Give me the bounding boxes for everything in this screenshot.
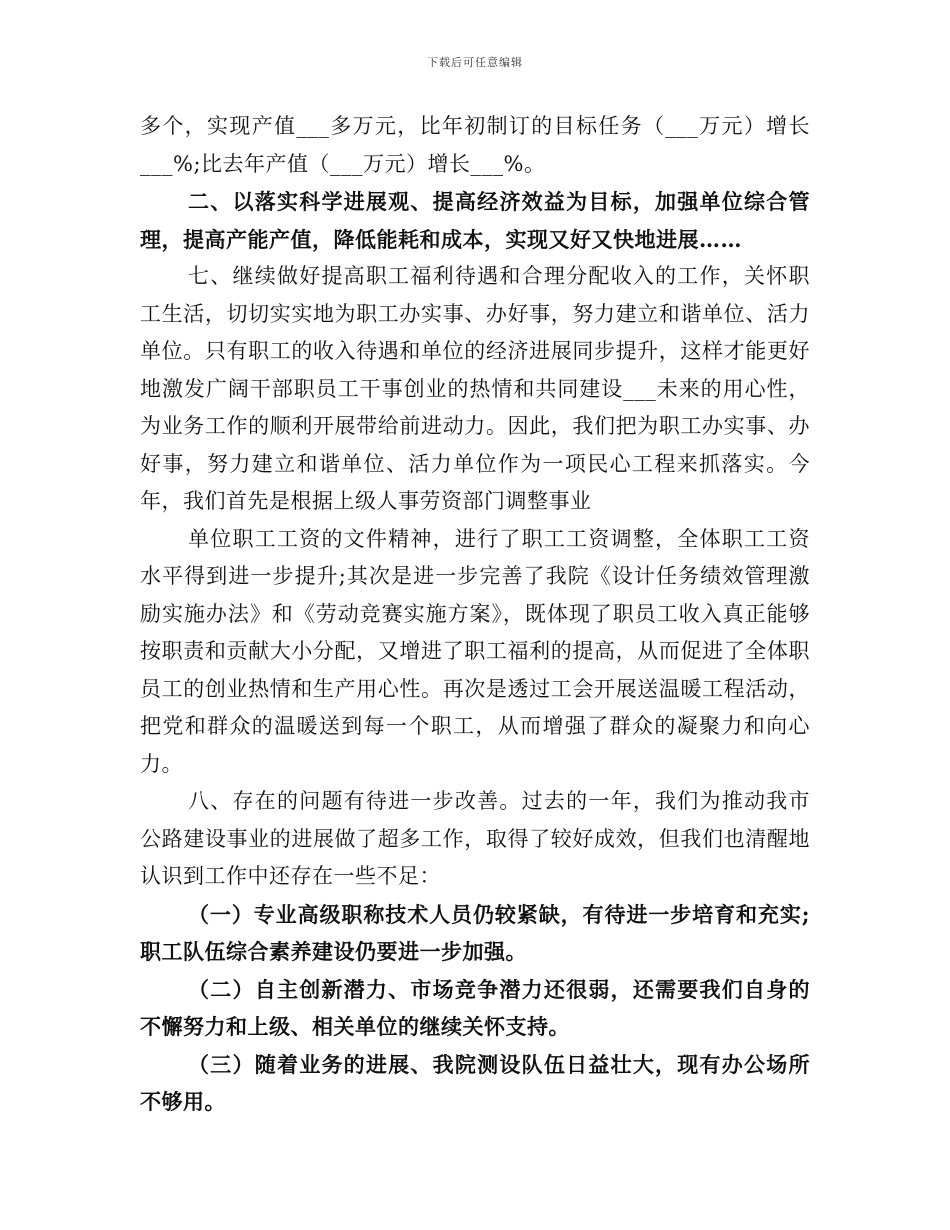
problem-item-one: （一）专业高级职称技术人员仍较紧缺，有待进一步培育和充实;职工队伍综合素养建设仍要进一步加强。 [140, 901, 810, 964]
paragraph-section-seven: 七、继续做好提高职工福利待遇和合理分配收入的工作，关怀职工生活，切切实实地为职工办实事、办好事，努力建立和谐单位、活力单位。只有职工的收入待遇和单位的经济进展同步提升，这样才能更好地激发广阔干部职员工干事创业的热情和共同建设___未来的用心性，为业务工作的顺利开展带给前进动力。因此，我们把为职工办实事、办好事，努力建立和谐单位、活力单位作为一项民心工程来抓落实。今年，我们首先是根据上级人事劳资部门调整事业 [140, 264, 810, 513]
paragraph-salary-adjustment: 单位职工工资的文件精神，进行了职工工资调整，全体职工工资水平得到进一步提升;其次是进一步完善了我院《设计任务绩效管理激励实施办法》和《劳动竞赛实施方案》，既体现了职员工收入真正能够按职责和贡献大小分配，又增进了职工福利的提高，从而促进了全体职员工的创业热情和生产用心性。再次是透过工会开展送温暖工程活动，把党和群众的温暖送到每一个职工，从而增强了群众的凝聚力和向心力。 [140, 526, 810, 776]
paragraph-section-eight: 八、存在的问题有待进一步改善。过去的一年，我们为推动我市公路建设事业的进展做了超多工作，取得了较好成效，但我们也清醒地认识到工作中还存在一些不足： [140, 789, 810, 888]
problem-item-three: （三）随着业务的进展、我院测设队伍日益壮大，现有办公场所不够用。 [140, 1051, 810, 1114]
document-body [140, 108, 810, 1121]
paragraph-output-summary: 多个，实现产值___多万元，比年初制订的目标任务（___万元）增长___%;比去年产值（___万元）增长___%。 [140, 114, 810, 176]
heading-section-two: 二、以落实科学进展观、提高经济效益为目标，加强单位综合管理，提高产能产值，降低能耗和成本，实现又好又快地进展…… [140, 189, 810, 252]
page-header: 下载后可任意编辑 [427, 56, 523, 69]
problem-item-two: （二）自主创新潜力、市场竞争潜力还很弱，还需要我们自身的不懈努力和上级、相关单位的继续关怀支持。 [140, 976, 810, 1039]
